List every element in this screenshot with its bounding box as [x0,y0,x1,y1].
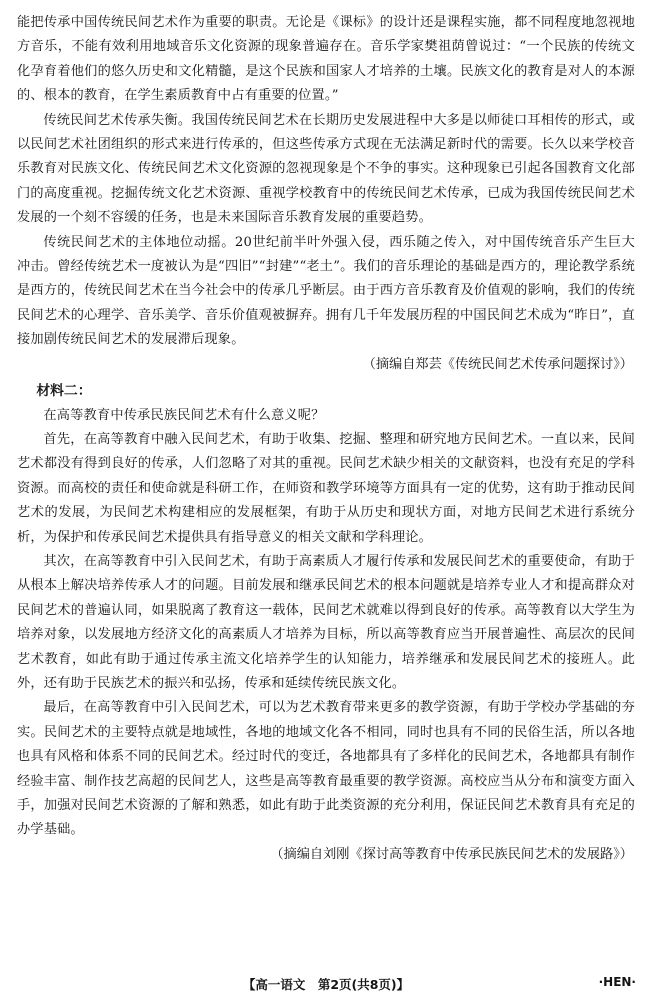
page-number-label: 【高一语文 第2页(共8页)】 [242,977,410,992]
exam-code: ·HEN· [598,975,636,989]
source-citation-1: （摘编自郑芸《传统民间艺术传承问题探讨》） [362,356,633,372]
question-paragraph: 在高等教育中传承民族民间艺术有什么意义呢？ [43,407,325,423]
material-heading: 材料二： [36,383,92,400]
document-page [17,11,635,867]
paragraph-imbalance: 传统民间艺术传承失衡。我国传统民间艺术在长期历史发展进程中大多是以师徒口耳相传的形式，或以民间艺术社团组织的形式来进行传承的，但这些传承方式现在无法满足新时代的需要。长久以来学校音乐教育对民族文化、传统民间艺术文化资源的忽视现象是个不争的事实。这种现象已引起各国教育文化部门的高度重视。挖掘传统文化艺术资源、重视学校教育中的传统民间艺术传承，已成为我国传统民间艺术发展的一个刻不容缓的任务，也是未来国际音乐教育发展的重要趋势。 [17,112,635,226]
paragraph-status: 传统民间艺术的主体地位动摇。20世纪前半叶外强入侵，西乐随之传入，对中国传统音乐产生巨大冲击。曾经传统艺术一度被认为是“四旧”“封建”“老土”。我们的音乐理论的基础是西方的，理论教学系统是西方的，传统民间艺术在当今社会中的传承几乎断层。由于西方音乐教育及价值观的影响，我们的传统民间艺术的心理学、音乐美学、音乐价值观被摒弃。拥有几千年发展历程的中国民间艺术成为“昨日”，直接加剧传统民间艺术的发展滞后现象。 [17,234,635,348]
paragraph-first: 首先，在高等教育中融入民间艺术，有助于收集、挖掘、整理和研究地方民间艺术。一直以来，民间艺术都没有得到良好的传承，人们忽略了对其的重视。民间艺术缺少相关的文献资料，也没有充足的学科资源。而高校的责任和使命就是科研工作，在师资和教学环境等方面具有一定的优势，这有助于推动民间艺术的发展，为民间艺术构建相应的发展框架，有助于从历史和现状方面，对地方民间艺术进行系统分析，为保护和传承民间艺术提供具有指导意义的相关文献和学科理论。 [17,431,635,545]
paragraph-second: 其次，在高等教育中引入民间艺术，有助于高素质人才履行传承和发展民间艺术的重要使命，有助于从根本上解决培养传承人才的问题。目前发展和继承民间艺术的根本问题就是培养专业人才和提高群众对民间艺术的普遍认同，如果脱离了教育这一载体，民间艺术就难以得到良好的传承。高等教育以大学生为培养对象，以发展地方经济文化的高素质人才培养为目标，所以高等教育应当开展普遍性、高层次的民间艺术教育，如此有助于通过传承主流文化培养学生的认知能力，培养继承和发展民间艺术的接班人。此外，还有助于民族艺术的振兴和弘扬，传承和延续传统民族文化。 [17,553,635,691]
paragraph-continued: 能把传承中国传统民间艺术作为重要的职责。无论是《课标》的设计还是课程实施，都不同程度地忽视地方音乐，不能有效利用地域音乐文化资源的现象普遍存在。音乐学家樊祖荫曾说过：“一个民族的传统文化孕育着他们的悠久历史和文化精髓，是这个民族和国家人才培养的土壤。民族文化的教育是对人的本源的、根本的教育，在学生素质教育中占有重要的位置。” [17,15,635,104]
source-citation-2: （摘编自刘刚《探讨高等教育中传承民族民间艺术的发展路》） [270,846,633,862]
page-footer [0,972,652,996]
paragraph-last: 最后，在高等教育中引入民间艺术，可以为艺术教育带来更多的教学资源，有助于学校办学基础的夯实。民间艺术的主要特点就是地域性，各地的地域文化各不相同，同时也具有不同的民俗生活，所以各地也具有风格和体系不同的民间艺术。经过时代的变迁，各地都具有了多样化的民间艺术，各地都具有制作经验丰富、制作技艺高超的民间艺人，这些是高等教育最重要的教学资源。高校应当从分布和演变方面入手，加强对民间艺术资源的了解和熟悉，如此有助于此类资源的充分利用，保证民间艺术教育具有充足的办学基础。 [17,700,635,838]
